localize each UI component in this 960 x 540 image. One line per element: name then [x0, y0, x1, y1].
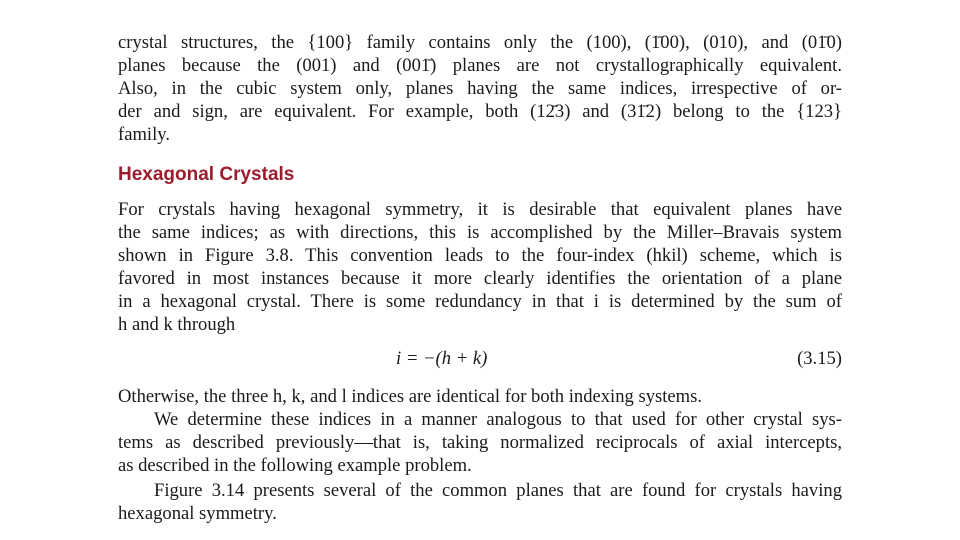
text-line: planes because the (001) and (001̄) planes are not crystallographically equivalent. [118, 55, 842, 76]
text-line: the same indices; as with directions, this is accomplished by the Miller–Bravais system [118, 222, 842, 243]
text-line: favored in most instances because it more clearly identifies the orientation of a plane [118, 268, 842, 289]
text-line: For crystals having hexagonal symmetry, it is desirable that equivalent planes have [118, 199, 842, 220]
text-line: der and sign, are equivalent. For example, both (12̄3) and (31̄2) belong to the {123} [118, 101, 842, 122]
paragraph-figure-reference [118, 479, 842, 525]
text-line: Also, in the cubic system only, planes having the same indices, irrespective of or- [118, 78, 842, 99]
text-line: hexagonal symmetry. [118, 503, 277, 524]
equation-number: (3.15) [797, 348, 842, 369]
text-line: Otherwise, the three h, k, and l indices are identical for both indexing systems. [118, 386, 702, 407]
section-heading: Hexagonal Crystals [118, 164, 295, 185]
text-line: h and k through [118, 314, 236, 335]
equation-body: i = −(h + k) [396, 348, 488, 369]
text-line: We determine these indices in a manner analogous to that used for other crystal sys- [154, 409, 842, 430]
paragraph-indices-identical [118, 385, 842, 408]
paragraph-family-planes [118, 31, 842, 146]
paragraph-determine-indices [118, 408, 842, 477]
text-line: crystal structures, the {100} family contains only the (100), (1̄00), (010), and (01̄0) [118, 32, 842, 53]
text-line: as described in the following example problem. [118, 455, 472, 476]
paragraph-hexagonal-intro [118, 198, 842, 336]
equation-3-15 [118, 348, 842, 372]
text-line: Figure 3.14 presents several of the common planes that are found for crystals having [154, 480, 842, 501]
text-line: tems as described previously—that is, taking normalized reciprocals of axial intercepts, [118, 432, 842, 453]
text-line: in a hexagonal crystal. There is some redundancy in that i is determined by the sum of [118, 291, 842, 312]
text-line: family. [118, 124, 170, 145]
text-line: shown in Figure 3.8. This convention leads to the four-index (hkil) scheme, which is [118, 245, 842, 266]
